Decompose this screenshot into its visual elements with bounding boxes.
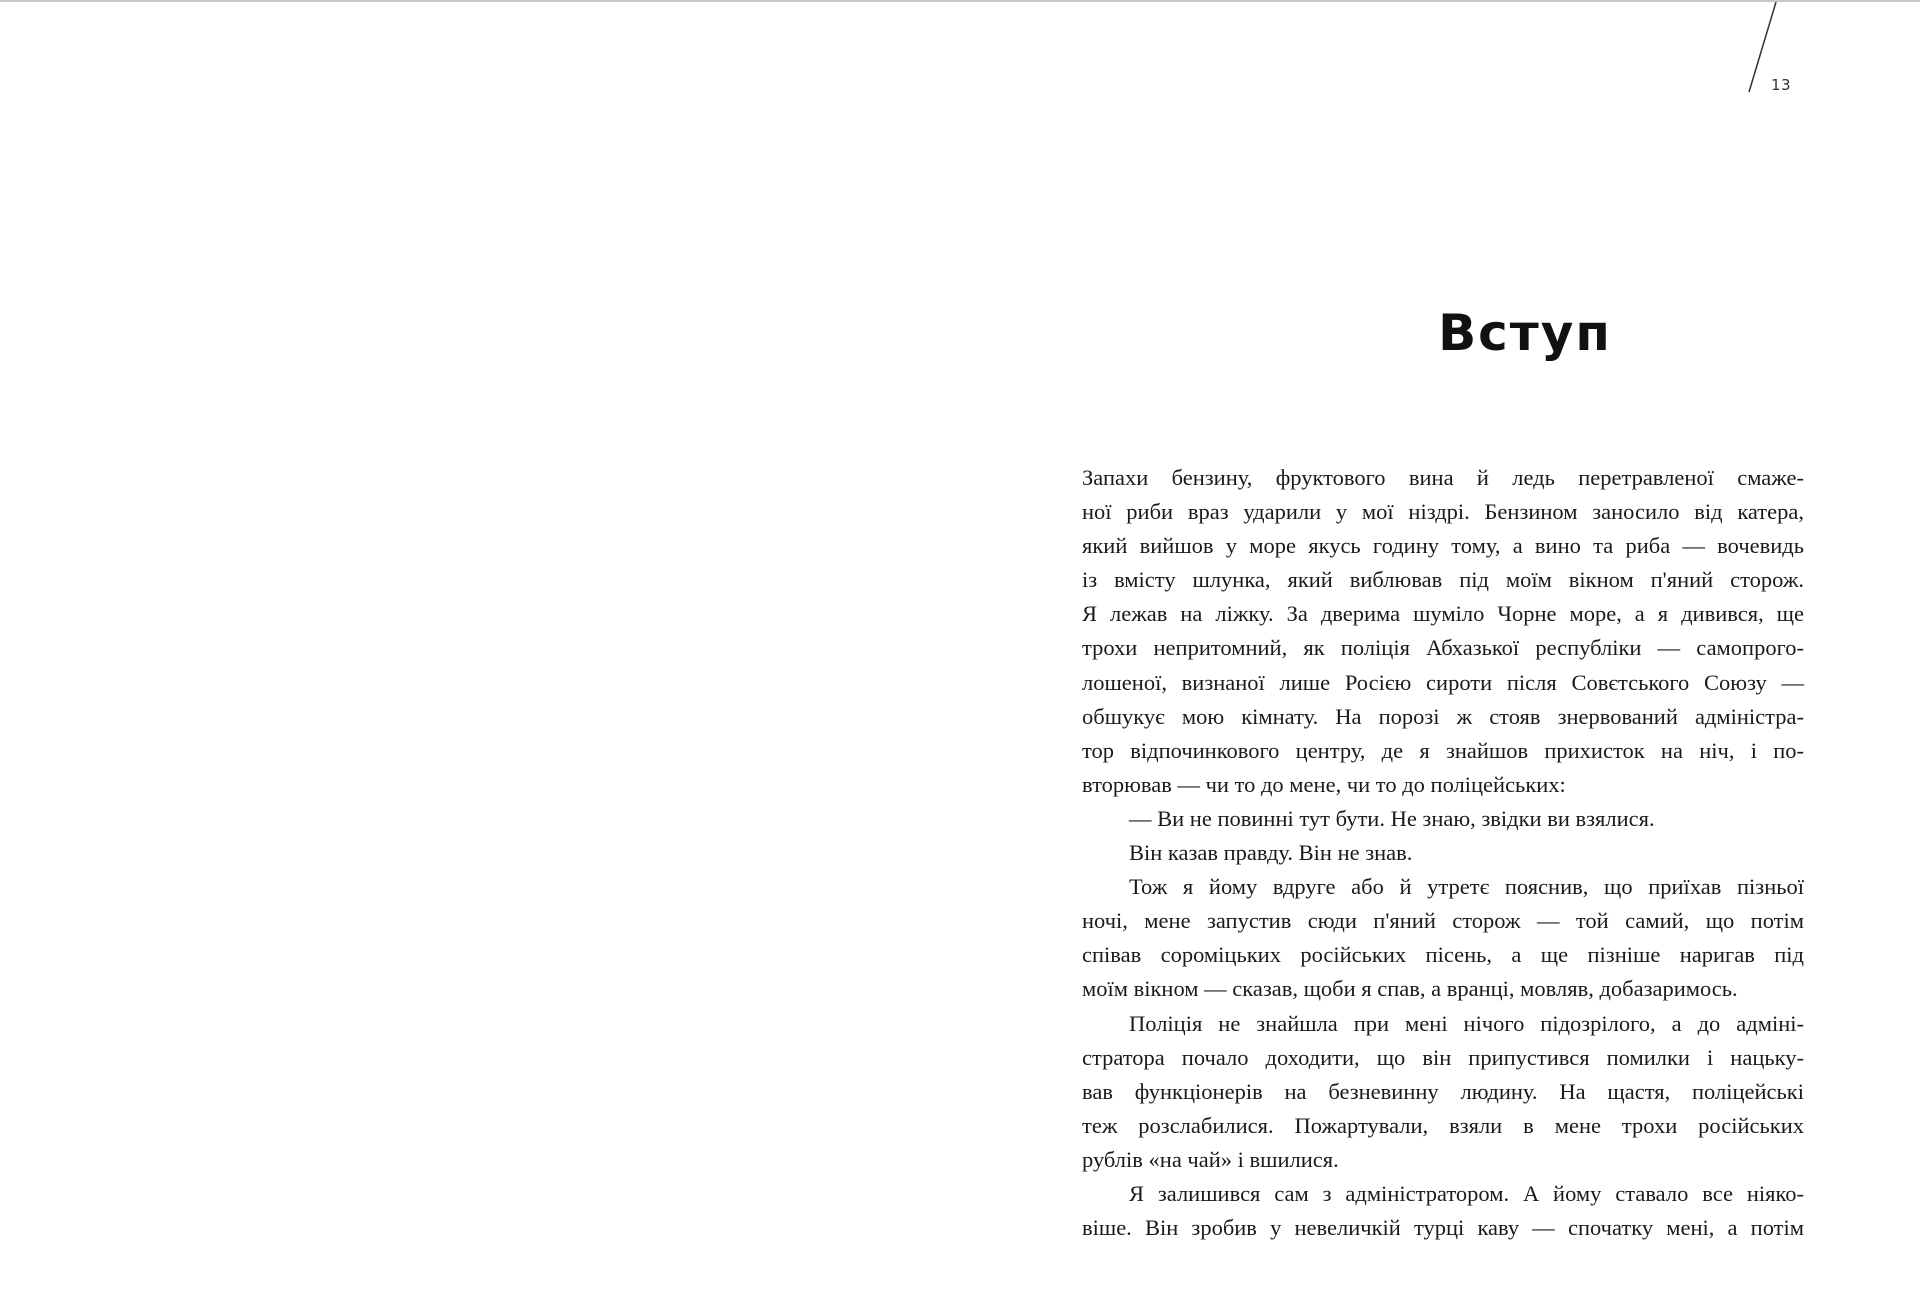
text-line: Тож я йому вдруге або й утретє пояснив, що приїхав пізньої xyxy=(1129,874,1804,900)
text-line: тор відпочинкового центру, де я знайшов прихисток на ніч, і по- xyxy=(1082,737,1804,763)
text-line: який вийшов у море якусь годину тому, а вино та риба — вочевидь xyxy=(1082,533,1804,559)
text-line: лошеної, визнаної лише Росією сироти після Совєтського Союзу — xyxy=(1082,669,1804,695)
text-line: рублів «на чай» і вшилися. xyxy=(1082,1146,1339,1172)
text-line: ночі, мене запустив сюди п'яний сторож — той самий, що потім xyxy=(1082,908,1804,934)
text-line: ної риби враз ударили у мої ніздрі. Бензином заносило від катера, xyxy=(1082,499,1804,525)
text-line: Я залишився сам з адміністратором. А йому ставало все ніяко- xyxy=(1129,1180,1804,1206)
chapter-title-wrap xyxy=(1265,298,1785,368)
text-line: Я лежав на ліжку. За дверима шуміло Чорне море, а я дивився, ще xyxy=(1082,601,1804,627)
page-number: 13 xyxy=(1771,76,1792,94)
text-line: Він казав правду. Він не знав. xyxy=(1129,840,1413,866)
chapter-title: Вступ xyxy=(1438,304,1612,362)
left-page-blank xyxy=(0,2,960,1310)
text-line: — Ви не повинні тут бути. Не знаю, звідки ви взялися. xyxy=(1129,805,1655,831)
text-line: обшукує мою кімнату. На порозі ж стояв знервований адміністра- xyxy=(1082,703,1804,729)
text-line: вав функціонерів на безневинну людину. На щастя, поліцейські xyxy=(1082,1078,1804,1104)
text-line: моїм вікном — сказав, щоби я спав, а вранці, мовляв, добазаримось. xyxy=(1082,976,1738,1002)
text-line: стратора почало доходити, що він припустився помилки і нацьку- xyxy=(1082,1044,1804,1070)
text-line: Поліція не знайшла при мені нічого підозрілого, а до адміні- xyxy=(1129,1010,1804,1036)
text-line: віше. Він зробив у невеличкій турці каву — спочатку мені, а потім xyxy=(1082,1215,1804,1241)
text-line: Запахи бензину, фруктового вина й ледь перетравленої смаже- xyxy=(1082,465,1804,490)
text-line: співав сороміцьких російських пісень, а ще пізніше наригав під xyxy=(1082,942,1804,968)
body-text xyxy=(1082,461,1804,1245)
right-page xyxy=(960,2,1920,1310)
text-line: вторював — чи то до мене, чи то до поліцейських: xyxy=(1082,771,1566,797)
text-line: із вмісту шлунка, який виблював під моїм вікном п'яний сторож. xyxy=(1082,567,1804,593)
text-line: теж розслабилися. Пожартували, взяли в мене трохи російських xyxy=(1082,1112,1804,1138)
text-line: трохи непритомний, як поліція Абхазької республіки — самопрого- xyxy=(1082,635,1804,661)
